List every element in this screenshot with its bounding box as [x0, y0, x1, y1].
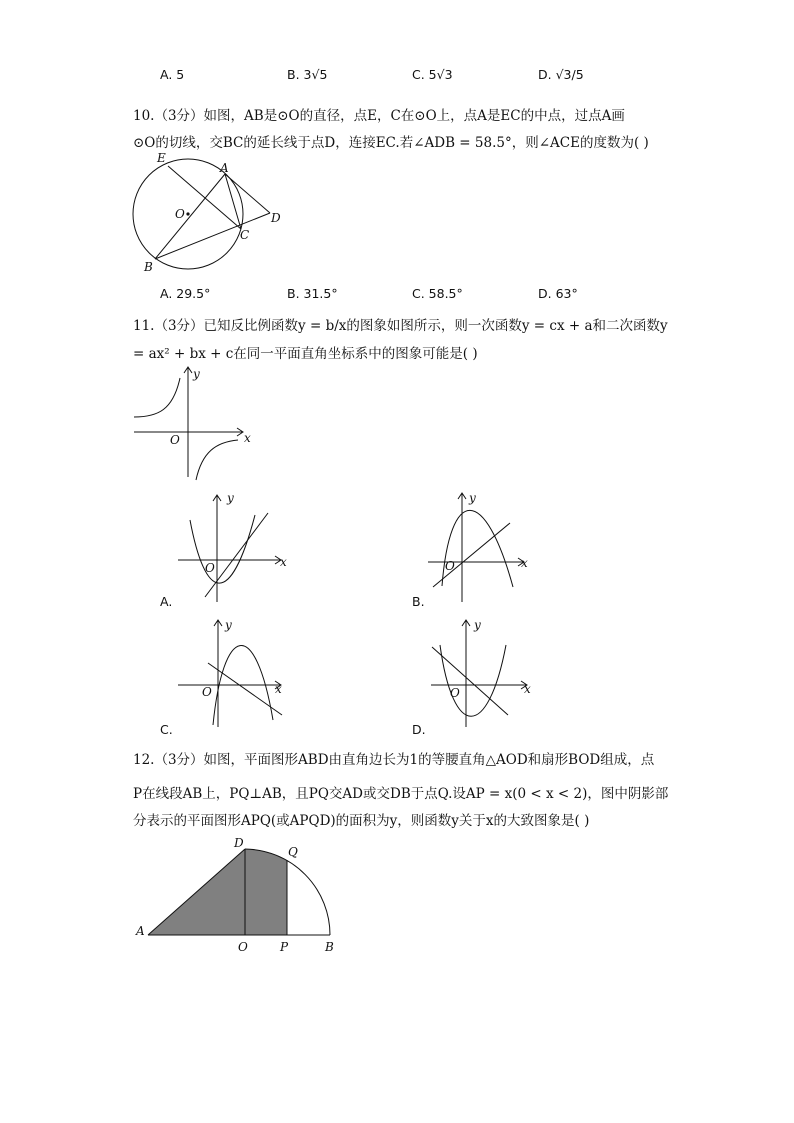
q11-text-line2: = ax² + bx + c在同一平面直角坐标系中的图象可能是( )	[133, 346, 478, 362]
q11-d-x-label: x	[524, 682, 531, 696]
q10-text-line1: 10.（3分）如图，AB是⊙O的直径，点E，C在⊙O上，点A是EC的中点，过点A画	[133, 108, 625, 124]
q11-a-origin-label: O	[205, 561, 215, 575]
q12-label-o: O	[238, 940, 248, 954]
q10-label-a: A	[220, 161, 229, 175]
q11-b-y-label: y	[469, 491, 476, 505]
q11-a-x-label: x	[280, 555, 287, 569]
q11-axis-y-label: y	[193, 367, 200, 381]
q10-circle-figure	[128, 150, 288, 280]
q11-choice-a-label: A.	[160, 594, 173, 609]
q11-choice-a-graph	[175, 490, 295, 605]
q12-text-line2: P在线段AB上，PQ⊥AB，且PQ交AD或交DB于点Q.设AP = x(0 < x < 2)，图中阴影部	[133, 786, 669, 802]
q11-axis-x-label: x	[244, 431, 251, 445]
q10-label-d: D	[271, 211, 281, 225]
q9-option-a: A. 5	[160, 67, 185, 82]
q11-d-origin-label: O	[450, 686, 460, 700]
q10-option-c: C. 58.5°	[412, 286, 463, 301]
q11-choice-b-graph	[425, 490, 545, 605]
q11-choice-b-label: B.	[412, 594, 425, 609]
q10-label-b: B	[144, 260, 153, 274]
q12-label-q: Q	[288, 845, 298, 859]
q12-label-d: D	[234, 836, 244, 850]
q11-text-line1: 11.（3分）已知反比例函数y = b/x的图象如图所示，则一次函数y = cx + a和二次函数y	[133, 318, 668, 334]
q10-label-e: E	[157, 151, 166, 165]
q12-text-line1: 12.（3分）如图，平面图形ABD由直角边长为1的等腰直角△AOD和扇形BOD组成，点	[133, 752, 655, 768]
q9-option-d: D. √3/5	[538, 67, 584, 82]
q9-option-c: C. 5√3	[412, 67, 453, 82]
q11-d-y-label: y	[474, 618, 481, 632]
q10-text-line2: ⊙O的切线，交BC的延长线于点D，连接EC.若∠ADB = 58.5°，则∠ACE的度数为( )	[133, 135, 649, 151]
q11-c-y-label: y	[225, 618, 232, 632]
q11-choice-c-graph	[175, 615, 295, 730]
q11-a-y-label: y	[227, 491, 234, 505]
q10-label-c: C	[240, 228, 250, 242]
q11-b-x-label: x	[521, 556, 528, 570]
q11-inverse-function-figure	[128, 362, 268, 482]
q10-option-d: D. 63°	[538, 286, 578, 301]
q11-c-x-label: x	[275, 682, 282, 696]
q10-label-o: O	[175, 207, 185, 221]
q12-label-a: A	[136, 924, 145, 938]
q9-option-b: B. 3√5	[287, 67, 328, 82]
q11-c-origin-label: O	[202, 685, 212, 699]
q12-label-b: B	[325, 940, 334, 954]
q10-option-a: A. 29.5°	[160, 286, 211, 301]
q12-label-p: P	[280, 940, 289, 954]
q11-b-origin-label: O	[445, 559, 455, 573]
q11-choice-c-label: C.	[160, 722, 173, 737]
q10-option-b: B. 31.5°	[287, 286, 338, 301]
q12-shaded-figure	[130, 835, 350, 965]
q12-text-line3: 分表示的平面图形APQ(或APQD)的面积为y，则函数y关于x的大致图象是( )	[133, 813, 590, 829]
q11-origin-label: O	[170, 433, 180, 447]
q11-choice-d-graph	[428, 615, 548, 730]
q11-choice-d-label: D.	[412, 722, 426, 737]
